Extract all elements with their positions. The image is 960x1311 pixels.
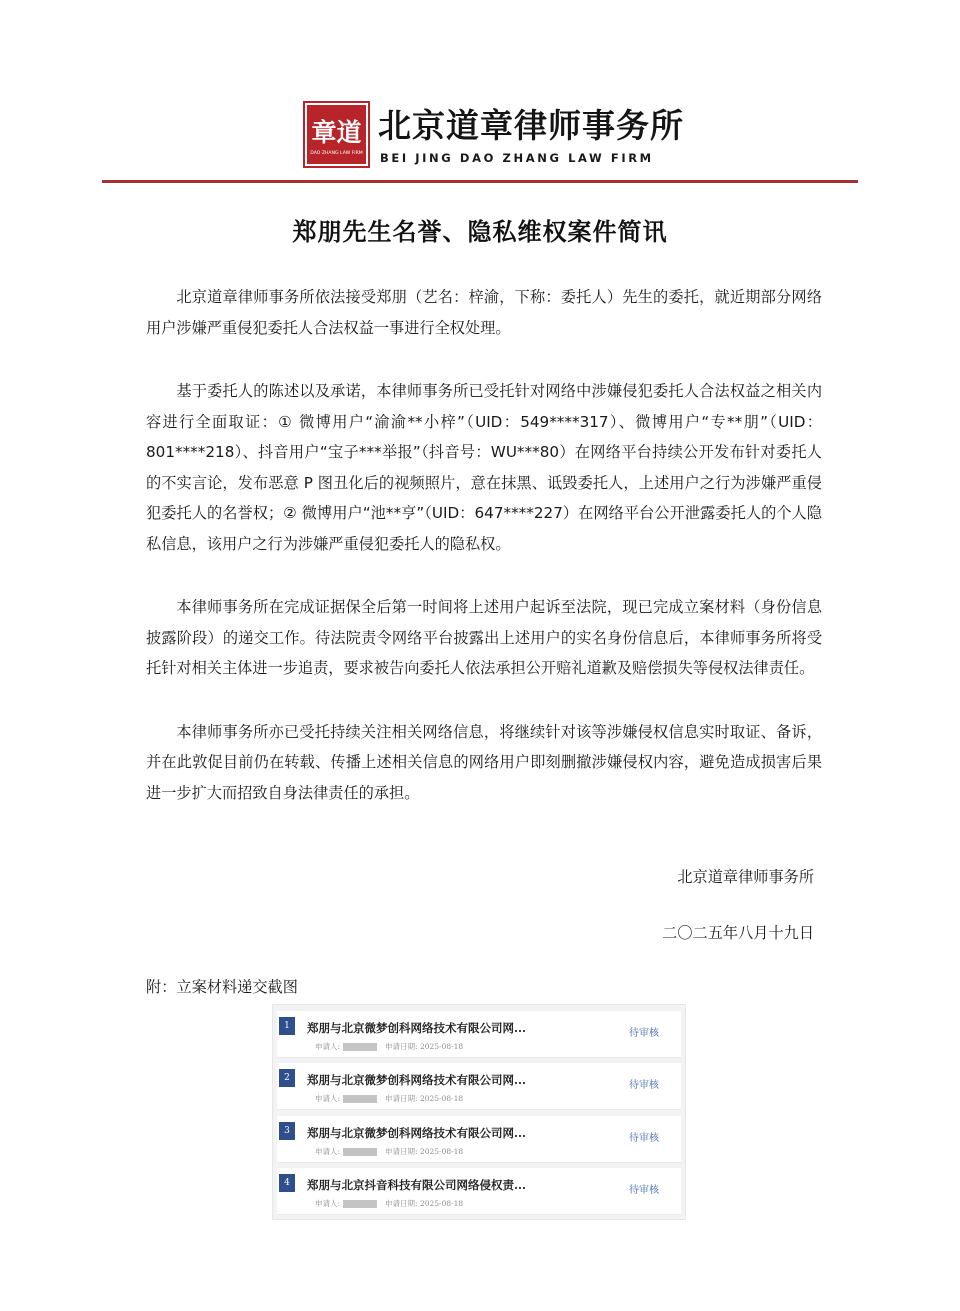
seal-text: 章道 (311, 118, 362, 147)
applicant-label: 申请人: (315, 1042, 341, 1051)
case-number-badge: 2 (279, 1069, 295, 1087)
case-date: 2025-08-18 (419, 1094, 464, 1103)
document-body (146, 282, 822, 841)
case-row[interactable] (277, 1168, 681, 1215)
case-row[interactable] (277, 1011, 681, 1058)
signature: 北京道章律师事务所 (677, 868, 814, 886)
case-filing-screenshot (272, 1004, 686, 1220)
redacted-applicant (343, 1148, 377, 1156)
case-row[interactable] (277, 1063, 681, 1110)
document-title: 郑朋先生名誉、隐私维权案件简讯 (292, 217, 668, 246)
case-row[interactable] (277, 1116, 681, 1163)
case-status: 待审核 (629, 1133, 659, 1144)
redacted-applicant (343, 1200, 377, 1208)
case-title: 郑朋与北京微梦创科网络技术有限公司网... (307, 1021, 527, 1035)
paragraph-evidence: 基于委托人的陈述以及承诺，本律师事务所已受托针对网络中涉嫌侵犯委托人合法权益之相关内容进行全面取证：① 微博用户“渝渝**小梓”（UID：549****317）、微博用户“专**朋”（UID：801****218）、抖音用户“宝子***举报”（抖音号：WU***80）在网络平台持续公开发布针对委托人的不实言论，发布恶意 P 图丑化后的视频照片，意在抹黑、诋毁委托人，上述用户之行为涉嫌严重侵犯委托人的名誉权；② 微博用户“池**亨”（UID：647****227）在网络平台公开泄露委托人的个人隐私信息，该用户之行为涉嫌严重侵犯委托人的隐私权。 (146, 382, 822, 553)
attachment-label: 附：立案材料递交截图 (146, 978, 298, 996)
date-label: 申请日期: (385, 1147, 418, 1156)
seal-icon (307, 105, 366, 164)
case-meta (315, 1198, 463, 1209)
date-label: 申请日期: (385, 1042, 418, 1051)
paragraph-litigation: 本律师事务所在完成证据保全后第一时间将上述用户起诉至法院，现已完成立案材料（身份信息披露阶段）的递交工作。待法院责令网络平台披露出上述用户的实名身份信息后，本律师事务所将受托针对相关主体进一步追责，要求被告向委托人依法承担公开赔礼道歉及赔偿损失等侵权法律责任。 (146, 598, 822, 677)
paragraph-intro: 北京道章律师事务所依法接受郑朋（艺名：梓渝，下称：委托人）先生的委托，就近期部分网络用户涉嫌严重侵犯委托人合法权益一事进行全权处理。 (146, 288, 822, 337)
date-label: 申请日期: (385, 1094, 418, 1103)
case-status: 待审核 (629, 1028, 659, 1039)
case-title: 郑朋与北京微梦创科网络技术有限公司网... (307, 1126, 527, 1140)
paragraph-warning: 本律师事务所亦已受托持续关注相关网络信息，将继续针对该等涉嫌侵权信息实时取证、备诉，并在此敦促目前仍在转载、传播上述相关信息的网络用户即刻删撤涉嫌侵权内容，避免造成损害后果进一步扩大而招致自身法律责任的承担。 (146, 722, 822, 802)
date-label: 申请日期: (385, 1199, 418, 1208)
case-number-badge: 1 (279, 1017, 295, 1035)
header-divider (102, 180, 858, 183)
case-status: 待审核 (629, 1080, 659, 1091)
case-date: 2025-08-18 (419, 1147, 464, 1156)
case-number-badge: 4 (279, 1174, 295, 1192)
case-meta (315, 1146, 463, 1157)
signature-date: 二〇二五年八月十九日 (662, 924, 814, 942)
case-status: 待审核 (629, 1185, 659, 1196)
firm-name-en: BEI JING DAO ZHANG LAW FIRM (380, 151, 654, 165)
firm-name-cn: 北京道章律师事务所 (378, 106, 684, 145)
case-number-badge: 3 (279, 1122, 295, 1140)
case-meta (315, 1093, 463, 1104)
case-title: 郑朋与北京抖音科技有限公司网络侵权责... (307, 1178, 527, 1192)
redacted-applicant (343, 1043, 377, 1051)
case-meta (315, 1041, 463, 1052)
applicant-label: 申请人: (315, 1199, 341, 1208)
applicant-label: 申请人: (315, 1147, 341, 1156)
seal-subtext: DAO ZHANG LAW FIRM (310, 151, 363, 156)
letterhead (0, 0, 960, 190)
case-date: 2025-08-18 (419, 1199, 464, 1208)
applicant-label: 申请人: (315, 1094, 341, 1103)
redacted-applicant (343, 1095, 377, 1103)
case-title: 郑朋与北京微梦创科网络技术有限公司网... (307, 1073, 527, 1087)
firm-logo-seal (305, 103, 368, 166)
case-date: 2025-08-18 (419, 1042, 464, 1051)
